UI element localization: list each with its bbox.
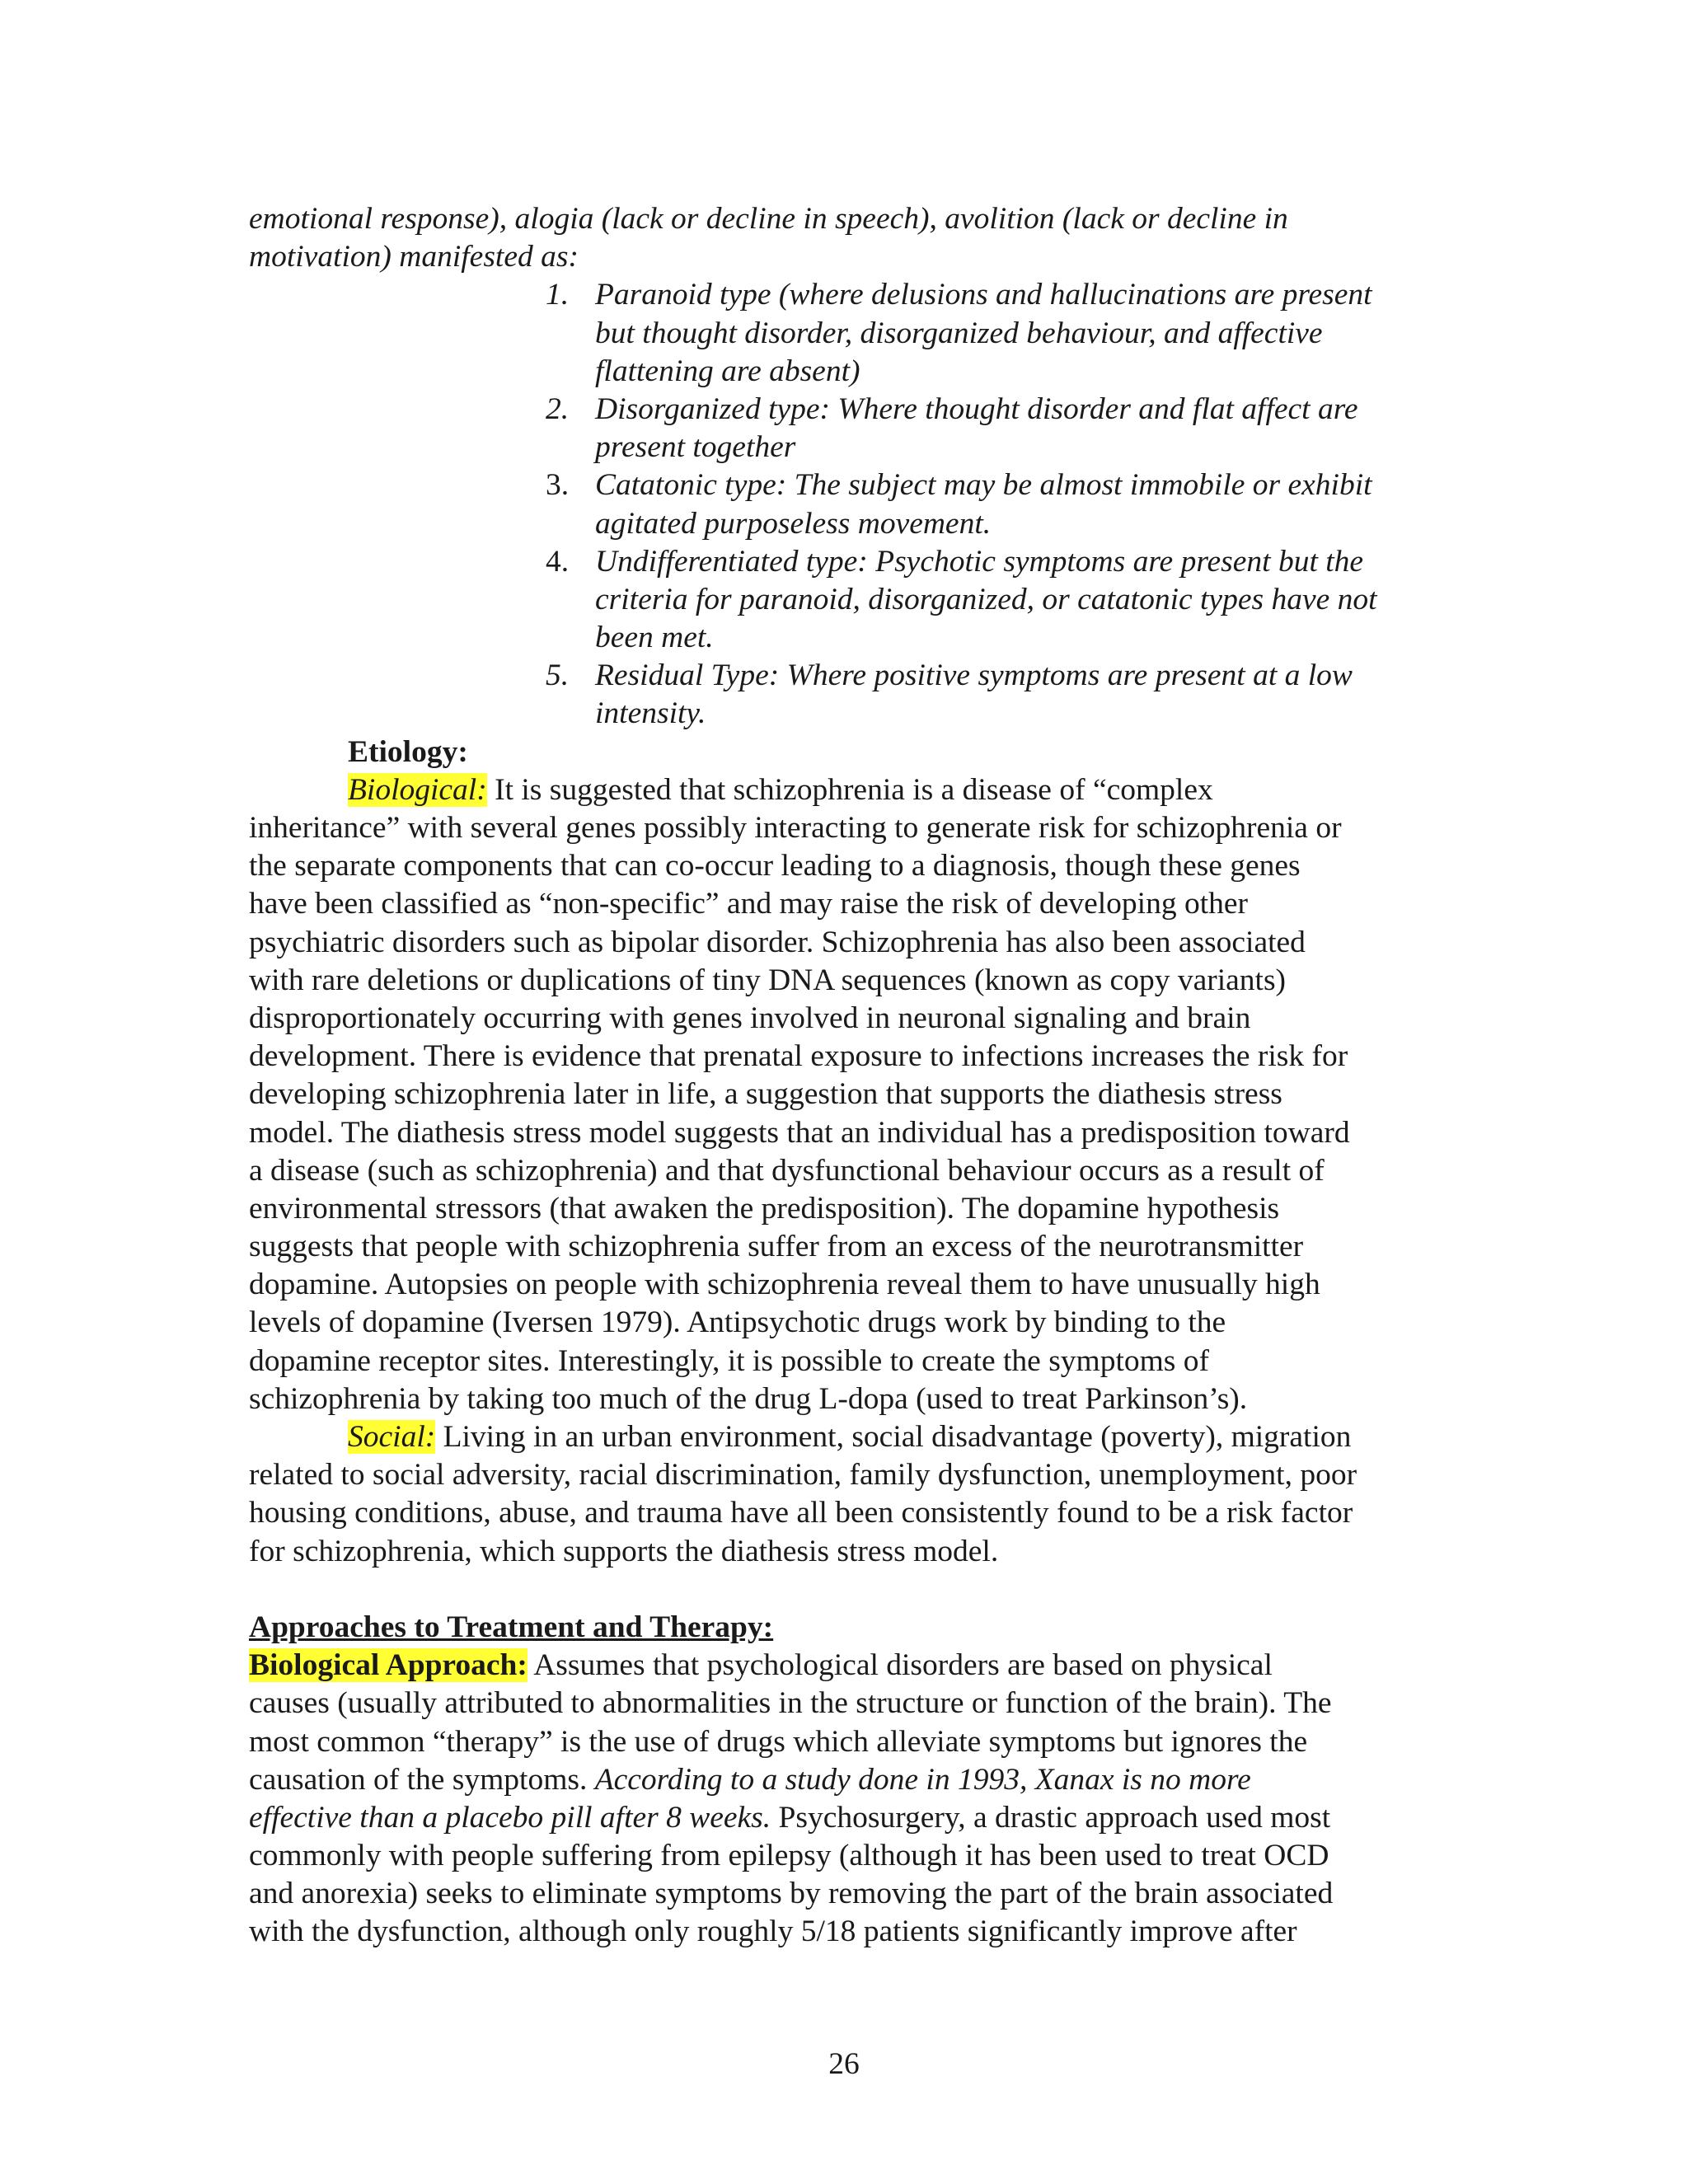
- list-item: [249, 657, 1452, 733]
- paragraph-text: It is suggested that schizophrenia is a disease of “complex: [486, 772, 1213, 807]
- paragraph-line: disproportionately occurring with genes involved in neuronal signaling and brain: [249, 1001, 1251, 1035]
- biological-paragraph: [249, 771, 1452, 1418]
- biological-approach-label: Biological Approach:: [249, 1648, 528, 1683]
- list-item-line: Residual Type: Where positive symptoms are present at a low: [595, 658, 1353, 693]
- paragraph-line: psychiatric disorders such as bipolar disorder. Schizophrenia has also been associated: [249, 925, 1306, 959]
- paragraph-line: development. There is evidence that prenatal exposure to infections increases the risk for: [249, 1039, 1348, 1074]
- list-item: [249, 543, 1452, 658]
- paragraph-line: dopamine receptor sites. Interestingly, it is possible to create the symptoms of: [249, 1343, 1210, 1378]
- list-item-line: Catatonic type: The subject may be almost immobile or exhibit: [595, 468, 1372, 503]
- intro-line: emotional response), alogia (lack or decline in speech), avolition (lack or decline in: [249, 202, 1288, 236]
- paragraph-line: a disease (such as schizophrenia) and that dysfunctional behaviour occurs as a result of: [249, 1153, 1325, 1188]
- list-item-line: flattening are absent): [595, 354, 860, 388]
- social-paragraph: [249, 1418, 1452, 1571]
- paragraph-line: causes (usually attributed to abnormalities in the structure or function of the brain). The: [249, 1686, 1332, 1721]
- xanax-study-text: According to a study done in 1993, Xanax is no more: [594, 1762, 1251, 1797]
- list-item-line: criteria for paranoid, disorganized, or catatonic types have not: [595, 582, 1377, 616]
- paragraph-line: dopamine. Autopsies on people with schizophrenia reveal them to have unusually high: [249, 1268, 1320, 1302]
- intro-line: motivation) manifested as:: [249, 240, 579, 274]
- paragraph-text: Assumes that psychological disorders are based on physical: [527, 1648, 1273, 1683]
- paragraph-text: Living in an urban environment, social disadvantage (poverty), migration: [435, 1420, 1352, 1454]
- list-number: 1.: [546, 278, 570, 312]
- paragraph-line: housing conditions, abuse, and trauma have all been consistently found to be a risk factor: [249, 1496, 1353, 1530]
- list-item-line: agitated purposeless movement.: [595, 506, 992, 541]
- paragraph-line: the separate components that can co-occur leading to a diagnosis, though these genes: [249, 849, 1301, 883]
- paragraph-line: most common “therapy” is the use of drugs which alleviate symptoms but ignores the: [249, 1724, 1308, 1759]
- list-item-line: been met.: [595, 621, 714, 655]
- paragraph-line: commonly with people suffering from epilepsy (although it has been used to treat OCD: [249, 1839, 1329, 1873]
- paragraph-first-line: [249, 1647, 1452, 1685]
- paragraph-line: environmental stressors (that awaken the predisposition). The dopamine hypothesis: [249, 1191, 1280, 1226]
- paragraph-line: with rare deletions or duplications of tiny DNA sequences (known as copy variants): [249, 963, 1287, 997]
- treatment-section: [249, 1609, 1452, 1952]
- list-item-line: present together: [595, 430, 796, 465]
- paragraph-text: causation of the symptoms.: [249, 1762, 595, 1797]
- paragraph-text: Psychosurgery, a drastic approach used most: [771, 1800, 1331, 1835]
- treatment-heading: Approaches to Treatment and Therapy:: [249, 1610, 774, 1644]
- schizophrenia-types-list: [249, 276, 1452, 733]
- paragraph-line: have been classified as “non-specific” and may raise the risk of developing other: [249, 887, 1249, 921]
- spacer: [249, 1571, 1452, 1609]
- list-number: 3.: [546, 468, 570, 503]
- list-item-line: Undifferentiated type: Psychotic symptoms are present but the: [595, 544, 1364, 579]
- paragraph-line: suggests that people with schizophrenia suffer from an excess of the neurotransmitter: [249, 1230, 1304, 1264]
- paragraph-line: [249, 1799, 1452, 1837]
- paragraph-line: developing schizophrenia later in life, a suggestion that supports the diathesis stress: [249, 1077, 1282, 1112]
- list-item-line: intensity.: [595, 696, 706, 731]
- paragraph-first-line: [348, 1418, 1452, 1456]
- list-number: 4.: [546, 544, 570, 579]
- paragraph-first-line: [348, 771, 1452, 809]
- paragraph-line: with the dysfunction, although only roughly 5/18 patients significantly improve after: [249, 1915, 1297, 1949]
- list-number: 5.: [546, 658, 570, 693]
- paragraph-line: for schizophrenia, which supports the diathesis stress model.: [249, 1534, 999, 1568]
- biological-label: Biological:: [348, 772, 487, 807]
- body-text: [249, 200, 1452, 1952]
- xanax-study-text: effective than a placebo pill after 8 weeks.: [249, 1800, 771, 1835]
- paragraph-line: schizophrenia by taking too much of the drug L-dopa (used to treat Parkinson’s).: [249, 1381, 1248, 1416]
- paragraph-line: [249, 1761, 1452, 1799]
- paragraph-line: model. The diathesis stress model suggests that an individual has a predisposition toward: [249, 1115, 1350, 1150]
- paragraph-line: levels of dopamine (Iversen 1979). Antipsychotic drugs work by binding to the: [249, 1305, 1226, 1340]
- list-item: [249, 276, 1452, 391]
- list-number: 2.: [546, 391, 570, 426]
- etiology-heading: Etiology:: [348, 734, 468, 769]
- list-item-line: but thought disorder, disorganized behaviour, and affective: [595, 316, 1323, 350]
- page-number: 26: [828, 2047, 860, 2081]
- list-item-line: Paranoid type (where delusions and hallucinations are present: [595, 278, 1372, 312]
- paragraph-line: related to social adversity, racial discrimination, family dysfunction, unemployment, poor: [249, 1458, 1357, 1493]
- paragraph-line: inheritance” with several genes possibly interacting to generate risk for schizophrenia or: [249, 811, 1342, 845]
- list-item: [249, 391, 1452, 466]
- paragraph-line: and anorexia) seeks to eliminate symptoms by removing the part of the brain associated: [249, 1877, 1334, 1911]
- list-item: [249, 466, 1452, 542]
- list-item-line: Disorganized type: Where thought disorder and flat affect are: [595, 391, 1358, 426]
- social-label: Social:: [348, 1420, 436, 1454]
